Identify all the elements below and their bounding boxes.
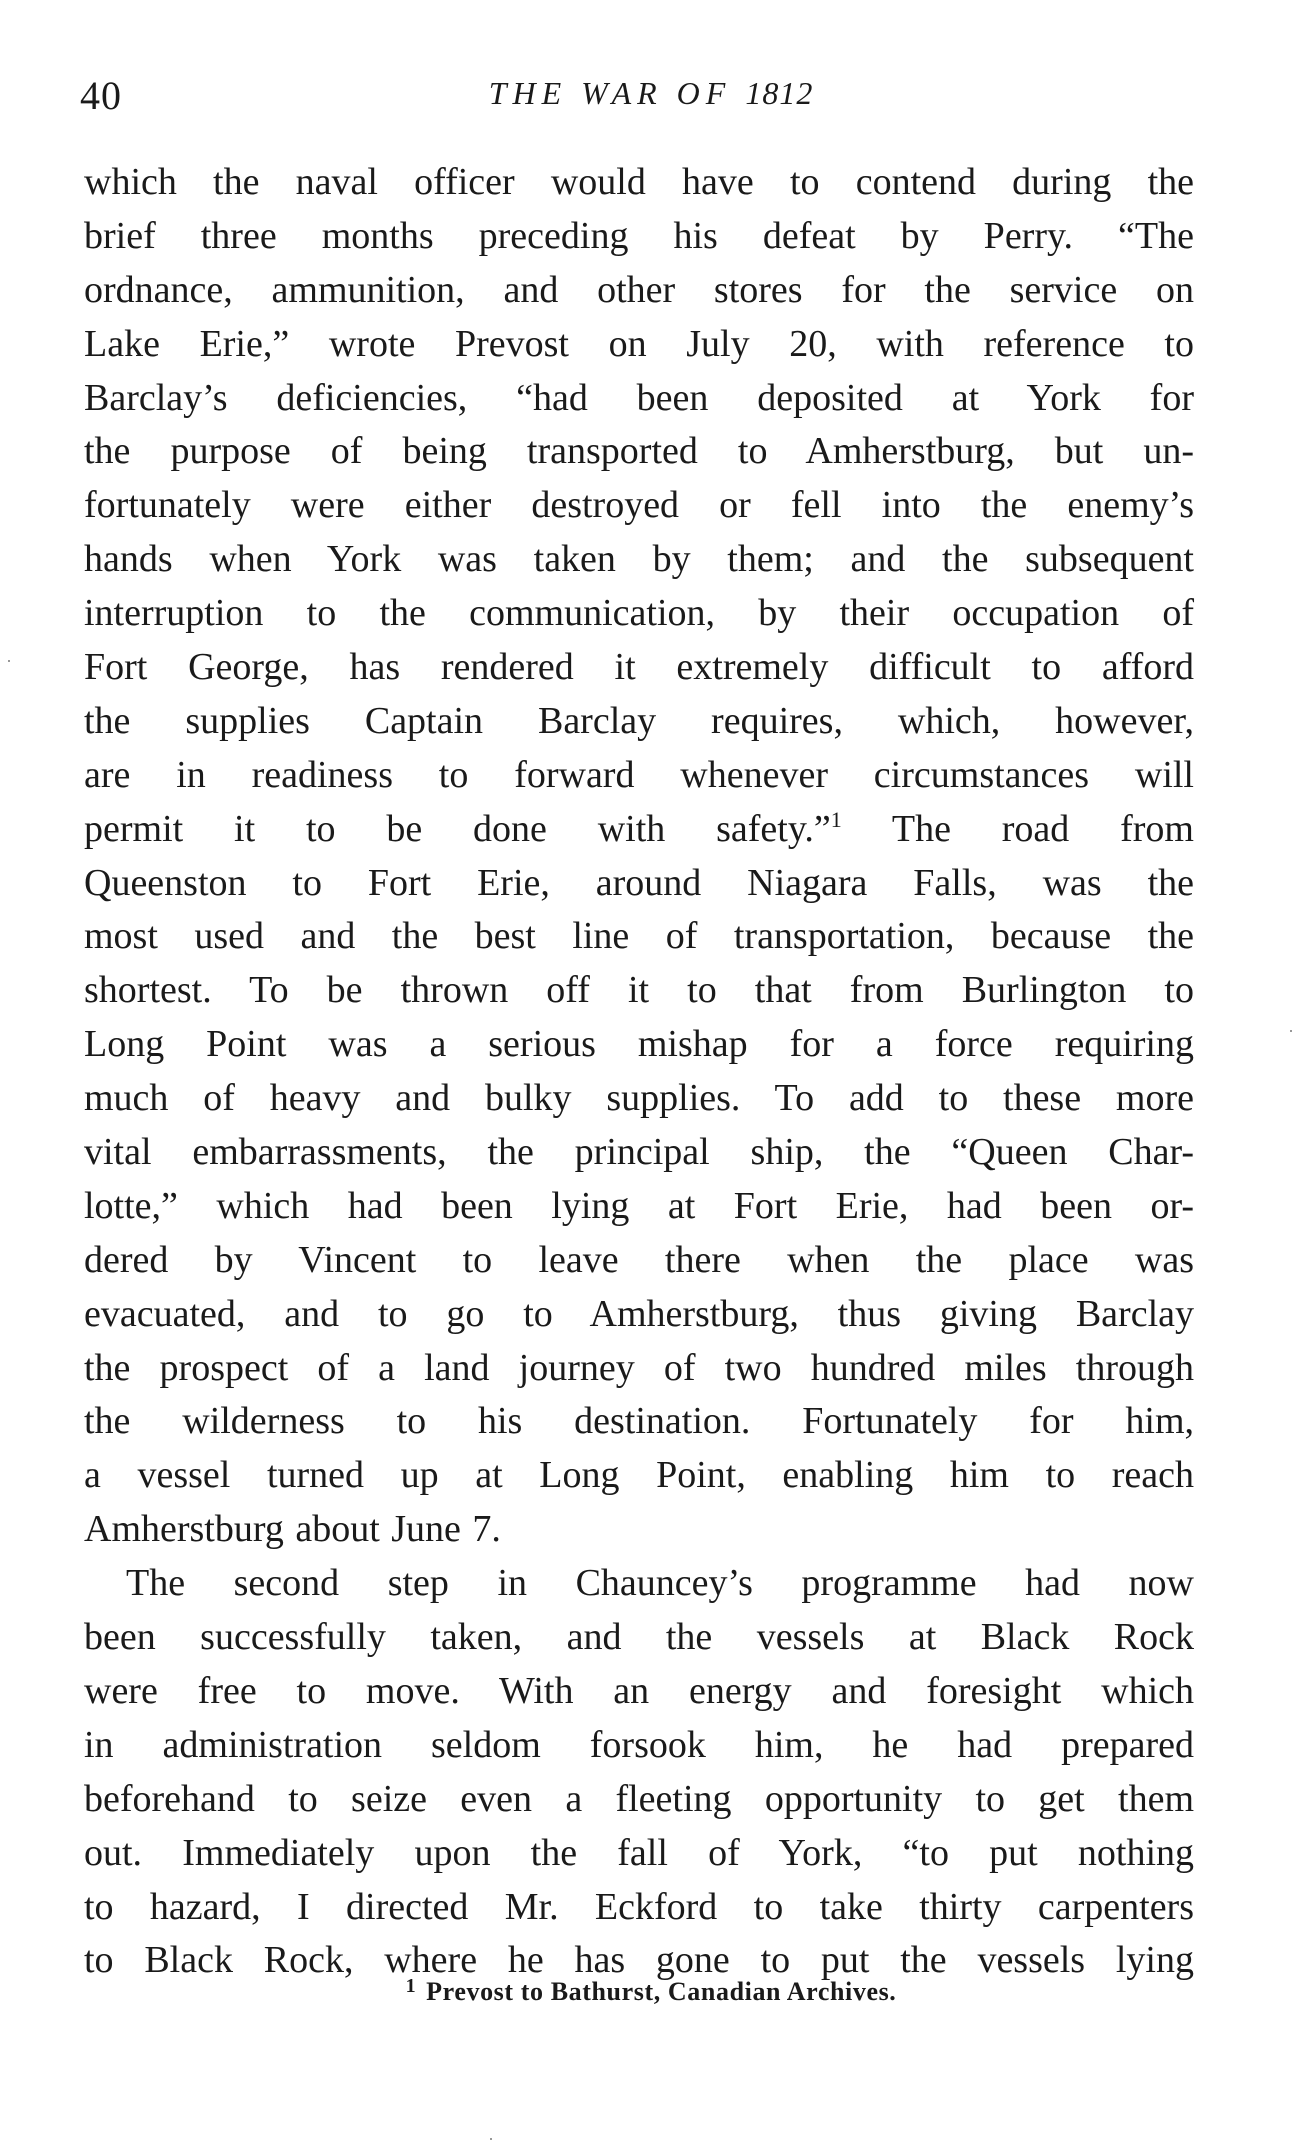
text-line: interruption to the communication, by their occupation of bbox=[84, 592, 1194, 635]
text-line: Fort George, has rendered it extremely difficult to afford bbox=[84, 646, 1194, 689]
text-line: brief three months preceding his defeat by Perry. “The bbox=[84, 214, 1194, 257]
text-line: Long Point was a serious mishap for a force requiring bbox=[84, 1023, 1194, 1066]
footnote-text: Prevost to Bathurst, Canadian Archives. bbox=[426, 1977, 897, 2006]
text-line-with-footnote bbox=[84, 803, 1194, 857]
text-line: to Black Rock, where he has gone to put the vessels lying bbox=[84, 1939, 1194, 1982]
text-line: Queenston to Fort Erie, around Niagara Falls, was the bbox=[84, 861, 1194, 904]
paragraph-start-line: The second step in Chauncey’s programme had now bbox=[126, 1562, 1194, 1605]
text-line: out. Immediately upon the fall of York, “to put nothing bbox=[84, 1831, 1194, 1874]
page-number: 40 bbox=[80, 73, 122, 118]
text-line: a vessel turned up at Long Point, enabling him to reach bbox=[84, 1454, 1194, 1497]
text-line: the prospect of a land journey of two hundred miles through bbox=[84, 1346, 1194, 1389]
text-line: were free to move. With an energy and foresight which bbox=[84, 1669, 1194, 1712]
text-line: evacuated, and to go to Amherstburg, thus giving Barclay bbox=[84, 1292, 1194, 1335]
paper-speck bbox=[8, 660, 10, 662]
running-head bbox=[0, 77, 1302, 109]
text-line: much of heavy and bulky supplies. To add to these more bbox=[84, 1077, 1194, 1120]
text-line: dered by Vincent to leave there when the place was bbox=[84, 1238, 1194, 1281]
footnote bbox=[0, 1975, 1302, 2007]
footnote-reference: 1 bbox=[830, 806, 842, 832]
sentence-start: The road from bbox=[891, 807, 1194, 850]
text-line: the purpose of being transported to Amherstburg, but un- bbox=[84, 430, 1194, 473]
paper-speck bbox=[1290, 1030, 1292, 1032]
text-line: the wilderness to his destination. Fortunately for him, bbox=[84, 1400, 1194, 1443]
text-line: ordnance, ammunition, and other stores for the service on bbox=[84, 268, 1194, 311]
text-line: shortest. To be thrown off it to that from Burlington to bbox=[84, 969, 1194, 1012]
paragraph-end-line: Amherstburg about June 7. bbox=[84, 1508, 501, 1551]
text-line: are in readiness to forward whenever circumstances will bbox=[84, 753, 1194, 796]
body-text bbox=[84, 156, 1194, 1988]
text-line: the supplies Captain Barclay requires, which, however, bbox=[84, 699, 1194, 742]
quote-end: permit it to be done with safety.” bbox=[84, 807, 831, 850]
text-line: fortunately were either destroyed or fell into the enemy’s bbox=[84, 484, 1194, 527]
text-line: in administration seldom forsook him, he had prepared bbox=[84, 1723, 1194, 1766]
text-line: beforehand to seize even a fleeting opportunity to get them bbox=[84, 1777, 1194, 1820]
paper-speck bbox=[490, 2138, 492, 2140]
text-line: Lake Erie,” wrote Prevost on July 20, with reference to bbox=[84, 322, 1194, 365]
text-line: been successfully taken, and the vessels at Black Rock bbox=[84, 1616, 1194, 1659]
text-line: lotte,” which had been lying at Fort Erie, had been or- bbox=[84, 1184, 1194, 1227]
running-head-year: 1812 bbox=[745, 75, 814, 111]
text-line: hands when York was taken by them; and the subsequent bbox=[84, 538, 1194, 581]
running-head-title: THE WAR OF bbox=[488, 75, 732, 111]
text-line: which the naval officer would have to contend during the bbox=[84, 161, 1194, 203]
text-line: to hazard, I directed Mr. Eckford to take thirty carpenters bbox=[84, 1885, 1194, 1928]
text-line: vital embarrassments, the principal ship, the “Queen Char- bbox=[84, 1131, 1194, 1174]
text-line: most used and the best line of transportation, because the bbox=[84, 915, 1194, 958]
text-line: Barclay’s deficiencies, “had been deposited at York for bbox=[84, 376, 1194, 419]
footnote-mark: 1 bbox=[405, 1975, 417, 1997]
